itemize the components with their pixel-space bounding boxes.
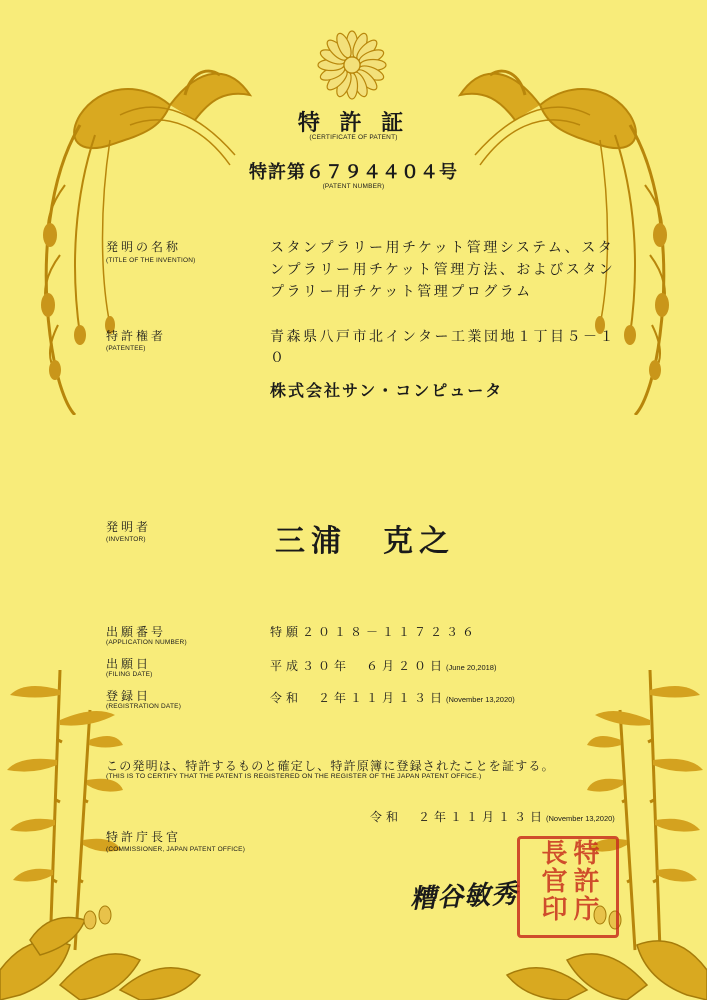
certificate-title-en: (CERTIFICATE OF PATENT) xyxy=(309,134,398,141)
phoenix-left-icon xyxy=(20,35,260,415)
filing-date-label: 出願日 xyxy=(106,657,152,671)
inventor-label: 発明者 xyxy=(106,520,152,534)
patent-number-en: (PATENT NUMBER) xyxy=(322,183,385,190)
certification-statement: この発明は、特許するものと確定し、特許原簿に登録されたことを証する。 xyxy=(106,759,555,773)
registration-date-value: 令和 ２年１１月１３日 xyxy=(270,691,447,705)
registration-date-label: 登録日 xyxy=(106,689,152,703)
application-number-value: 特願２０１８－１１７２３６ xyxy=(270,625,479,639)
inventor-label-en: (INVENTOR) xyxy=(106,536,146,543)
invention-label: 発明の名称 xyxy=(106,240,182,254)
filing-date-value-row xyxy=(270,655,496,674)
issue-date: 令和 ２年１１月１３日 xyxy=(370,810,547,824)
invention-title-line-2: ンプラリー用チケット管理方法、およびスタン xyxy=(270,262,616,278)
commissioner-signature: 糟谷敏秀 xyxy=(409,879,519,915)
patentee-label: 特許権者 xyxy=(106,329,167,343)
patentee-company: 株式会社サン・コンピュータ xyxy=(270,381,504,400)
certification-statement-en: (THIS IS TO CERTIFY THAT THE PATENT IS REGISTERED ON THE REGISTER OF THE JAPAN PATENT OFFICE.) xyxy=(106,773,482,780)
registration-date-value-en: (November 13,2020) xyxy=(446,695,515,704)
filing-date-value-en: (June 20,2018) xyxy=(446,663,497,672)
invention-title-line-3: プラリー用チケット管理プログラム xyxy=(270,284,533,300)
issue-date-row xyxy=(370,806,615,825)
seal-text: 特許庁長官印 xyxy=(537,839,599,923)
certificate-title: 特 許 証 xyxy=(297,111,410,136)
registration-date-value-row xyxy=(270,687,515,706)
commissioner-label: 特許庁長官 xyxy=(106,830,182,844)
patentee-address-line-2: ０ xyxy=(270,350,287,366)
invention-label-en: (TITLE OF THE INVENTION) xyxy=(106,257,196,264)
phoenix-right-icon xyxy=(450,35,690,415)
issue-date-en: (November 13,2020) xyxy=(546,814,615,823)
application-number-label: 出願番号 xyxy=(106,625,167,639)
commissioner-label-en: (COMMISSIONER, JAPAN PATENT OFFICE) xyxy=(106,846,246,853)
invention-title-line-1: スタンプラリー用チケット管理システム、スタ xyxy=(270,240,615,256)
application-number-label-en: (APPLICATION NUMBER) xyxy=(106,639,187,646)
patentee-address-line-1: 青森県八戸市北インター工業団地１丁目５－１ xyxy=(270,329,616,345)
inventor-name: 三浦 克之 xyxy=(275,524,455,559)
filing-date-value: 平成３０年 ６月２０日 xyxy=(270,659,447,673)
registration-date-label-en: (REGISTRATION DATE) xyxy=(106,703,182,710)
chrysanthemum-crest-icon xyxy=(315,28,389,102)
filing-date-label-en: (FILING DATE) xyxy=(106,671,153,678)
official-seal xyxy=(517,836,619,938)
patent-number: 特許第６７９４４０４号 xyxy=(249,162,458,183)
patentee-label-en: (PATENTEE) xyxy=(106,345,146,352)
